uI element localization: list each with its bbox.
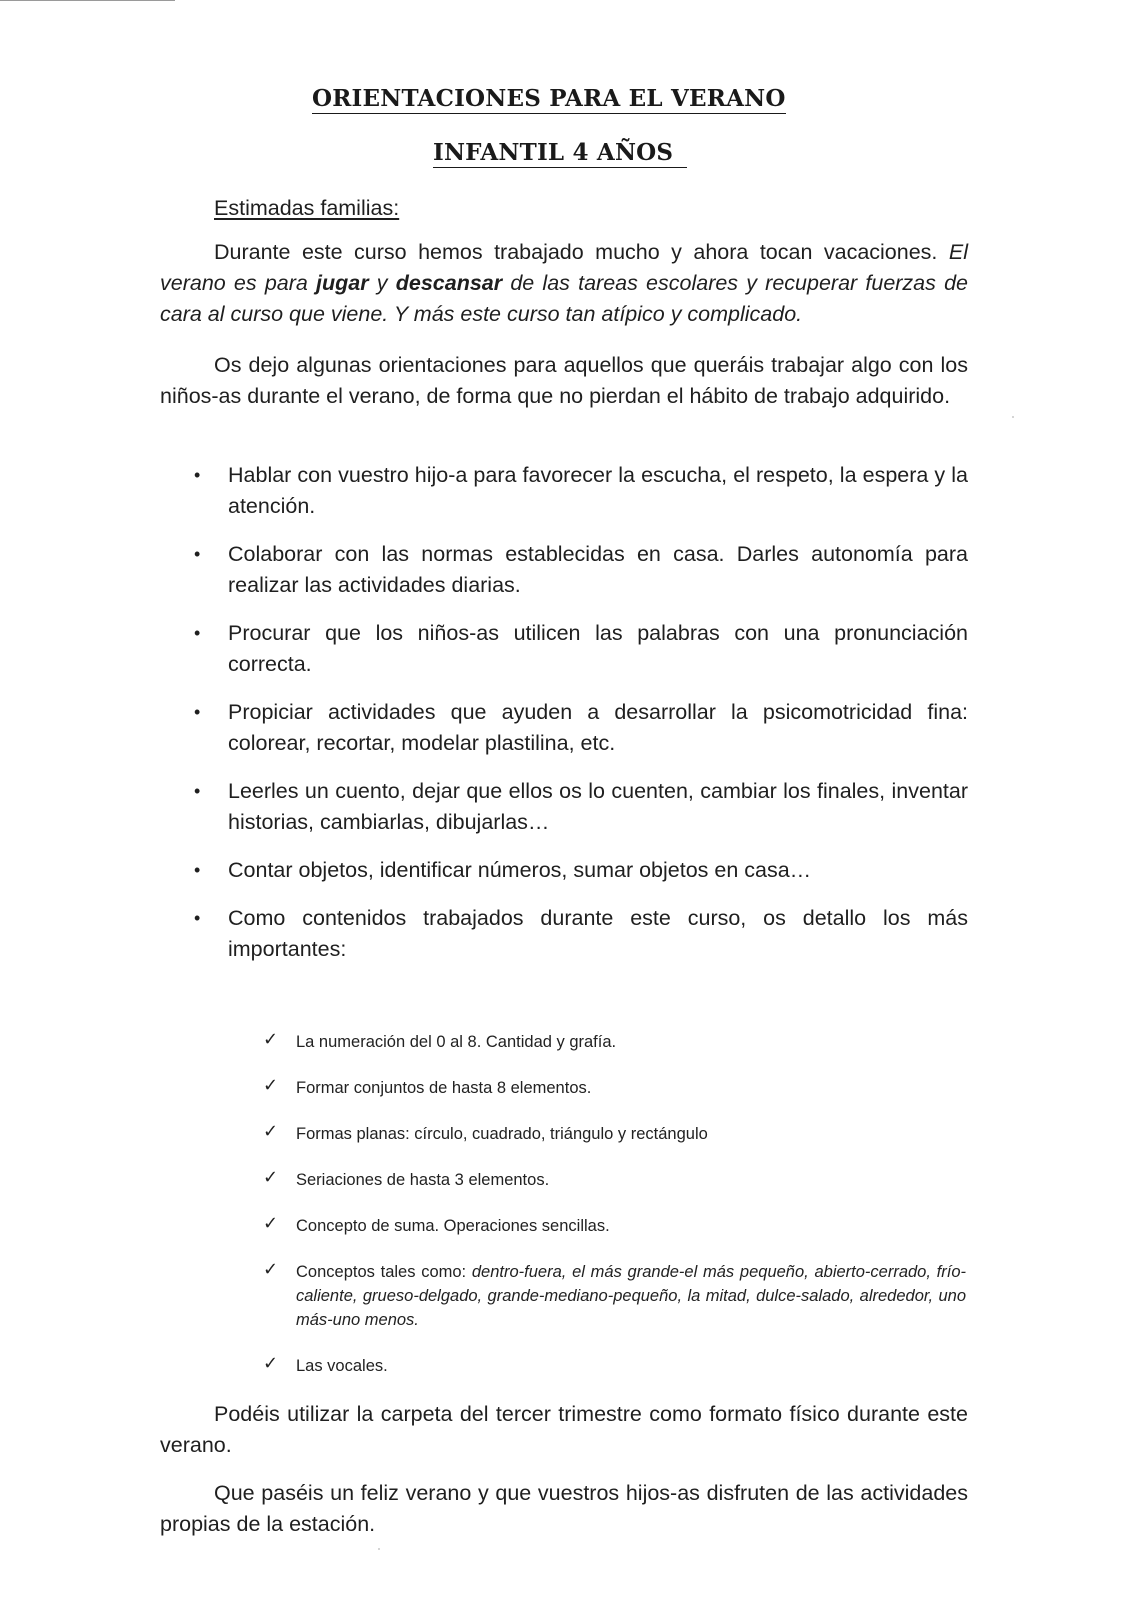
intro-bold-descansar: descansar [395, 271, 503, 295]
check-mark-icon: ✓ [263, 1167, 279, 1188]
list-item: • Hablar con vuestro hijo-a para favorecer la escucha, el respeto, la espera y la atención. [160, 460, 968, 522]
intro-bold-jugar: jugar [316, 271, 369, 295]
check-mark-icon: ✓ [263, 1259, 279, 1280]
intro-text: Durante este curso hemos trabajado mucho y ahora tocan vacaciones. [214, 240, 949, 264]
bullet-symbol: • [194, 544, 201, 564]
checklist-item: ✓ Seriaciones de hasta 3 elementos. [263, 1167, 550, 1189]
title-line-1: ORIENTACIONES PARA EL VERANO [312, 85, 786, 112]
list-item: • Colaborar con las normas establecidas en casa. Darles autonomía para realizar las actividades diarias. [160, 539, 968, 601]
bullet-symbol: • [194, 860, 201, 880]
check-mark-icon: ✓ [263, 1213, 279, 1234]
check-mark-icon: ✓ [263, 1121, 279, 1142]
check-mark-icon: ✓ [263, 1353, 279, 1374]
intro-italic-2: y [368, 271, 396, 295]
bullet-symbol: • [194, 781, 201, 801]
scan-speck [378, 1548, 380, 1550]
list-item: • Leerles un cuento, dejar que ellos os lo cuenten, cambiar los finales, inventar historias, cambiarlas, dibujarlas… [160, 776, 968, 838]
bullet-symbol: • [194, 623, 201, 643]
document-subtitle [0, 139, 1131, 166]
checklist-item: ✓ Formar conjuntos de hasta 8 elementos. [263, 1075, 592, 1097]
checklist-item: ✓ Las vocales. [263, 1353, 388, 1375]
list-item: • Contar objetos, identificar números, sumar objetos en casa… [160, 855, 968, 886]
check-mark-icon: ✓ [263, 1029, 279, 1050]
closing-paragraph: Que paséis un feliz verano y que vuestros hijos-as disfruten de las actividades propias de la estación. [160, 1481, 968, 1536]
scan-edge-line [0, 0, 175, 1]
intro-italic-3: de las tareas escolares y recuperar fuerzas de cara al curso que viene. Y más este curso tan atípico y complicado. [160, 271, 968, 326]
title-line-2: INFANTIL 4 AÑOS [433, 139, 687, 168]
intro-italic-1: El verano es para [160, 240, 968, 295]
list-item: • Como contenidos trabajados durante este curso, os detallo los más importantes: [160, 903, 968, 965]
checklist-item: ✓ La numeración del 0 al 8. Cantidad y grafía. [263, 1029, 617, 1051]
document-title [0, 85, 1131, 112]
check-mark-icon: ✓ [263, 1075, 279, 1096]
scan-speck [1012, 416, 1014, 418]
greeting: Estimadas familias: [214, 196, 400, 220]
bullet-symbol: • [194, 908, 201, 928]
checklist-item: ✓ Concepto de suma. Operaciones sencillas. [263, 1213, 610, 1235]
bullet-symbol: • [194, 702, 201, 722]
bullet-symbol: • [194, 465, 201, 485]
orientations-list [160, 460, 968, 982]
folder-paragraph: Podéis utilizar la carpeta del tercer trimestre como formato físico durante este verano. [160, 1402, 968, 1457]
list-item: • Propiciar actividades que ayuden a desarrollar la psicomotricidad fina: colorear, recortar, modelar plastilina, etc. [160, 697, 968, 759]
list-item: • Procurar que los niños-as utilicen las palabras con una pronunciación correcta. [160, 618, 968, 680]
intro-paragraph [160, 237, 968, 330]
checklist-item-concepts: ✓ Conceptos tales como: dentro-fuera, el más grande-el más pequeño, abierto-cerrado, frío-caliente, grueso-delgado, grande-mediano-pequeño, la mitad, dulce-salado, alrededor, uno más-uno menos. [263, 1259, 967, 1329]
orientations-paragraph: Os dejo algunas orientaciones para aquellos que queráis trabajar algo con los niños-as durante el verano, de forma que no pierdan el hábito de trabajo adquirido. [160, 353, 968, 408]
checklist-item: ✓ Formas planas: círculo, cuadrado, triángulo y rectángulo [263, 1121, 708, 1143]
contents-checklist [260, 1030, 966, 1400]
